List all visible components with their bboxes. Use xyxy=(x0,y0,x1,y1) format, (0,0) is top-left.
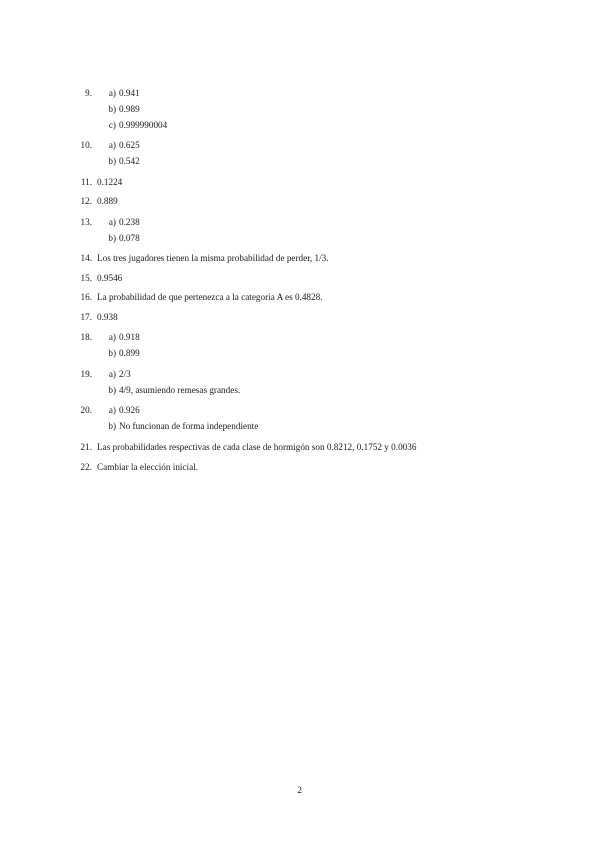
part-text: 0.625 xyxy=(119,140,140,150)
answer-number: 16. xyxy=(80,292,92,302)
answer-number: 10. xyxy=(80,140,92,150)
answer-number: 12. xyxy=(80,196,92,206)
part-text: 0.999990004 xyxy=(119,120,168,130)
part-label: a) xyxy=(108,217,116,227)
answer-text: 0.1224 xyxy=(97,177,123,187)
part-text: 0.926 xyxy=(119,405,140,415)
part-label: b) xyxy=(108,104,116,114)
answer-number: 18. xyxy=(80,332,92,342)
answer-text: 0.938 xyxy=(97,312,118,322)
answer-number: 11. xyxy=(80,177,92,187)
answer-text: 0.9546 xyxy=(97,273,123,283)
answer-text: Las probabilidades respectivas de cada clase de hormigón son 0.8212, 0.1752 y 0.0036 xyxy=(97,442,417,452)
part-label: b) xyxy=(108,156,116,166)
part-label: b) xyxy=(108,385,116,395)
part-text: 0.238 xyxy=(119,217,140,227)
part-label: c) xyxy=(108,120,116,130)
answer-text: Cambiar la elección inicial. xyxy=(97,462,199,472)
answer-number: 14. xyxy=(80,253,92,263)
part-text: 0.078 xyxy=(119,233,140,243)
part-label: b) xyxy=(108,421,116,431)
answer-number: 22. xyxy=(80,462,92,472)
answer-number: 21. xyxy=(80,442,92,452)
answer-number: 17. xyxy=(80,312,92,322)
answer-number: 20. xyxy=(80,405,92,415)
part-text: 0.899 xyxy=(119,348,140,358)
page-number: 2 xyxy=(297,785,302,795)
answer-number: 19. xyxy=(80,369,92,379)
answer-number: 13. xyxy=(80,217,92,227)
answer-text: 0.889 xyxy=(97,196,118,206)
part-text: No funcionan de forma independiente xyxy=(119,421,259,431)
part-text: 0.941 xyxy=(119,88,140,98)
part-label: a) xyxy=(108,332,116,342)
part-label: a) xyxy=(108,88,116,98)
part-label: a) xyxy=(108,140,116,150)
part-text: 4/9, asumiendo remesas grandes. xyxy=(119,385,241,395)
part-text: 0.989 xyxy=(119,104,140,114)
part-label: a) xyxy=(108,405,116,415)
part-text: 0.542 xyxy=(119,156,140,166)
answer-number: 9. xyxy=(85,88,92,98)
part-text: 2/3 xyxy=(119,369,131,379)
answer-text: Los tres jugadores tienen la misma probabilidad de perder, 1/3. xyxy=(97,253,329,263)
answer-text: La probabilidad de que pertenezca a la categoría A es 0.4828. xyxy=(97,292,323,302)
part-text: 0.918 xyxy=(119,332,140,342)
answer-number: 15. xyxy=(80,273,92,283)
part-label: a) xyxy=(108,369,116,379)
part-label: b) xyxy=(108,233,116,243)
part-label: b) xyxy=(108,348,116,358)
